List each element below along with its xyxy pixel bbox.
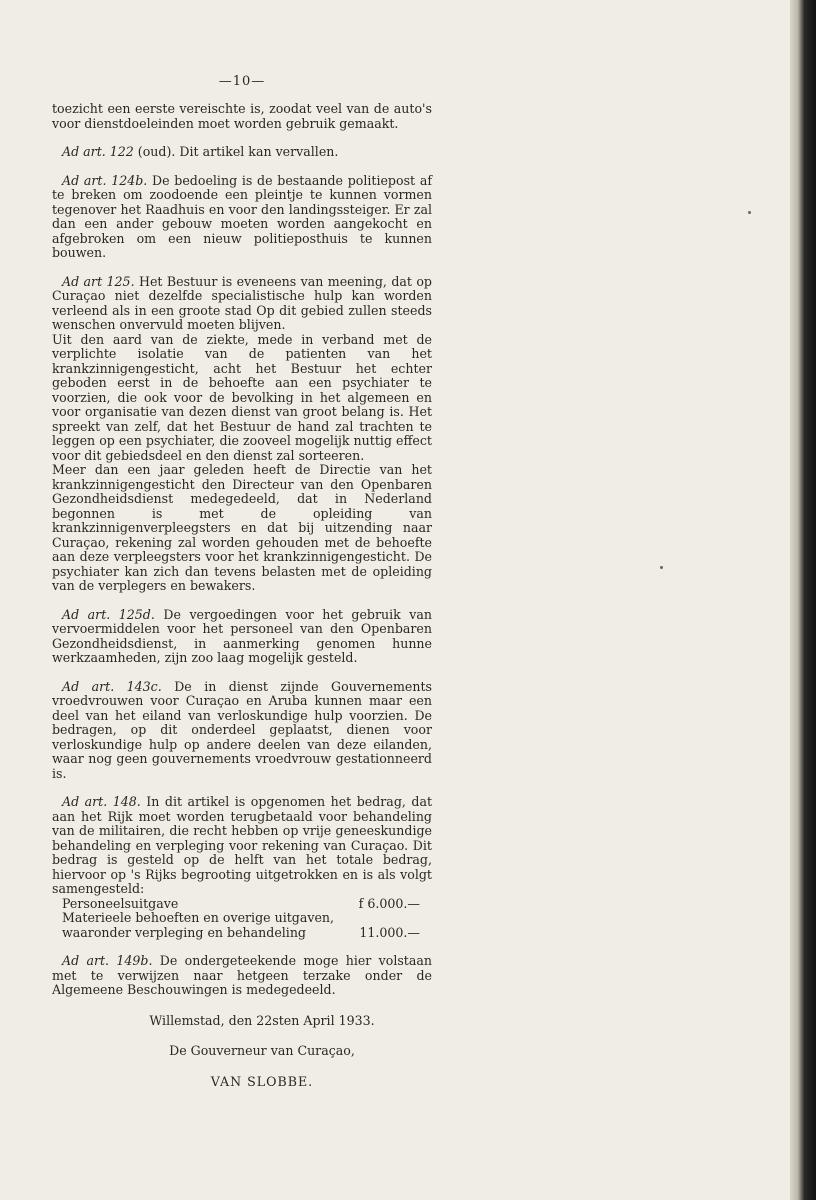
article-148-text: In dit artikel is opgenomen het bedrag, dat aan het Rijk moet worden terugbetaald voor behandeling van de militairen, die recht hebben op vrije geneeskundige behandeling en verpleging voor rekening van Curaçao. Dit bedrag is gesteld op de helft van het totale bedrag, hiervoor op 's Rijks begrooting uitgetrokken en is als volgt samengesteld: xyxy=(52,794,433,896)
margin-speck xyxy=(748,211,751,214)
cost-row-material-line1 xyxy=(52,911,432,926)
article-149b-paragraph xyxy=(52,954,432,998)
signature-place-date: Willemstad, den 22sten April 1933. xyxy=(149,1012,375,1028)
article-124b-ref: Ad art. 124b. xyxy=(62,172,148,188)
article-125-paragraph xyxy=(52,275,432,333)
article-122-paragraph xyxy=(52,145,432,160)
page-edge-shadow xyxy=(790,0,816,1200)
article-149b-ref: Ad art. 149b. xyxy=(62,953,153,968)
article-125-text: Het Bestuur is eveneens van meening, dat op Curaçao niet dezelfde specialistische hulp kan worden verleend als in een groote stad Op dit gebied zullen steeds wenschen onvervuld moeten blijven. xyxy=(52,273,432,332)
article-143c-paragraph xyxy=(52,680,432,782)
cost-label-personnel: Personeelsuitgave xyxy=(62,895,179,911)
article-125d-text: De vergoedingen voor het gebruik van vervoermiddelen voor het personeel van den Openbaren Gezondheidsdienst, in aanmerking genomen hunne werkzaamheden, zijn zoo laag mogelijk gesteld. xyxy=(52,606,433,665)
signature-name: VAN SLOBBE. xyxy=(210,1073,314,1089)
article-122-ref: Ad art. 122 xyxy=(62,144,134,159)
article-143c-ref: Ad art. 143c. xyxy=(62,678,162,694)
article-122-text: (oud). Dit artikel kan vervallen. xyxy=(133,144,339,159)
article-149b-text: De ondergeteekende moge hier volstaan met te verwijzen naar hetgeen terzake onder de Algemeene Beschouwingen is medegedeeld. xyxy=(52,953,432,997)
article-125d-paragraph xyxy=(52,608,432,666)
article-125-paragraph-3: Meer dan een jaar geleden heeft de Directie van het krankzinnigengesticht den Directeur van den Openbaren Gezondheidsdienst medegedeeld, dat in Nederland begonnen is met de opleiding van krankzinnigenverpleegsters en dat bij uitzending naar Curaçao, rekening zal worden gehouden met de behoefte aan deze verpleegsters voor het krankzinnigengesticht. De psychiater kan zich dan tevens belasten met de opleiding van de verplegers en bewakers. xyxy=(52,462,432,593)
intro-paragraph: toezicht een eerste vereischte is, zoodat veel van de auto's voor dienstdoeleinden moet worden gebruik gemaakt. xyxy=(52,101,432,131)
cost-amount-material: 11.000.— xyxy=(359,924,420,940)
cost-row-material-line2 xyxy=(52,926,432,941)
article-124b-paragraph xyxy=(52,174,432,261)
article-125d-ref: Ad art. 125d. xyxy=(62,606,155,622)
article-124b-text: De bedoeling is de bestaande politiepost af te breken om zoodoende een pleintje te kunnen vormen tegenover het Raadhuis en voor den landingssteiger. Er zal dan een ander gebouw moeten worden aangekocht en afgebroken om een nieuw politieposthuis te kunnen bouwen. xyxy=(52,172,432,260)
article-125-ref: Ad art 125. xyxy=(62,273,135,289)
article-148-paragraph xyxy=(52,795,432,897)
cost-amount-personnel: f 6.000.— xyxy=(358,895,420,911)
page-number: —10— xyxy=(218,74,266,89)
article-148-ref: Ad art. 148. xyxy=(62,794,141,809)
cost-label-material-a: Materieele behoeften en overige uitgaven, xyxy=(62,910,335,925)
article-143c-text: De in dienst zijnde Gouvernements vroedvrouwen voor Curaçao en Aruba kunnen maar een deel van het eiland van verloskundige hulp voorzien. De bedragen, op dit onderdeel geplaatst, dienen voor verloskundige hulp op andere deelen van deze eilanden, waar nog geen gouvernements vroedvrouw gestationneerd is. xyxy=(52,678,432,781)
signature-title: De Gouverneur van Curaçao, xyxy=(169,1043,355,1058)
margin-speck xyxy=(660,566,663,569)
article-125-paragraph-2: Uit den aard van de ziekte, mede in verband met de verplichte isolatie van de patienten van het krankzinnigengesticht, acht het Bestuur het echter geboden eerst in de behoefte aan een psychiater te voorzien, die ook voor de bevolking in het algemeen en voor organisatie van dezen dienst van groot belang is. Het spreekt van zelf, dat het Bestuur de hand zal trachten te leggen op een psychiater, die zooveel mogelijk nuttig effect voor dit gebiedsdeel en den dienst zal sorteeren. xyxy=(52,331,432,463)
cost-row-personnel xyxy=(52,897,432,912)
document-body xyxy=(52,102,432,1089)
cost-label-material-b: waaronder verpleging en behandeling xyxy=(62,924,306,940)
